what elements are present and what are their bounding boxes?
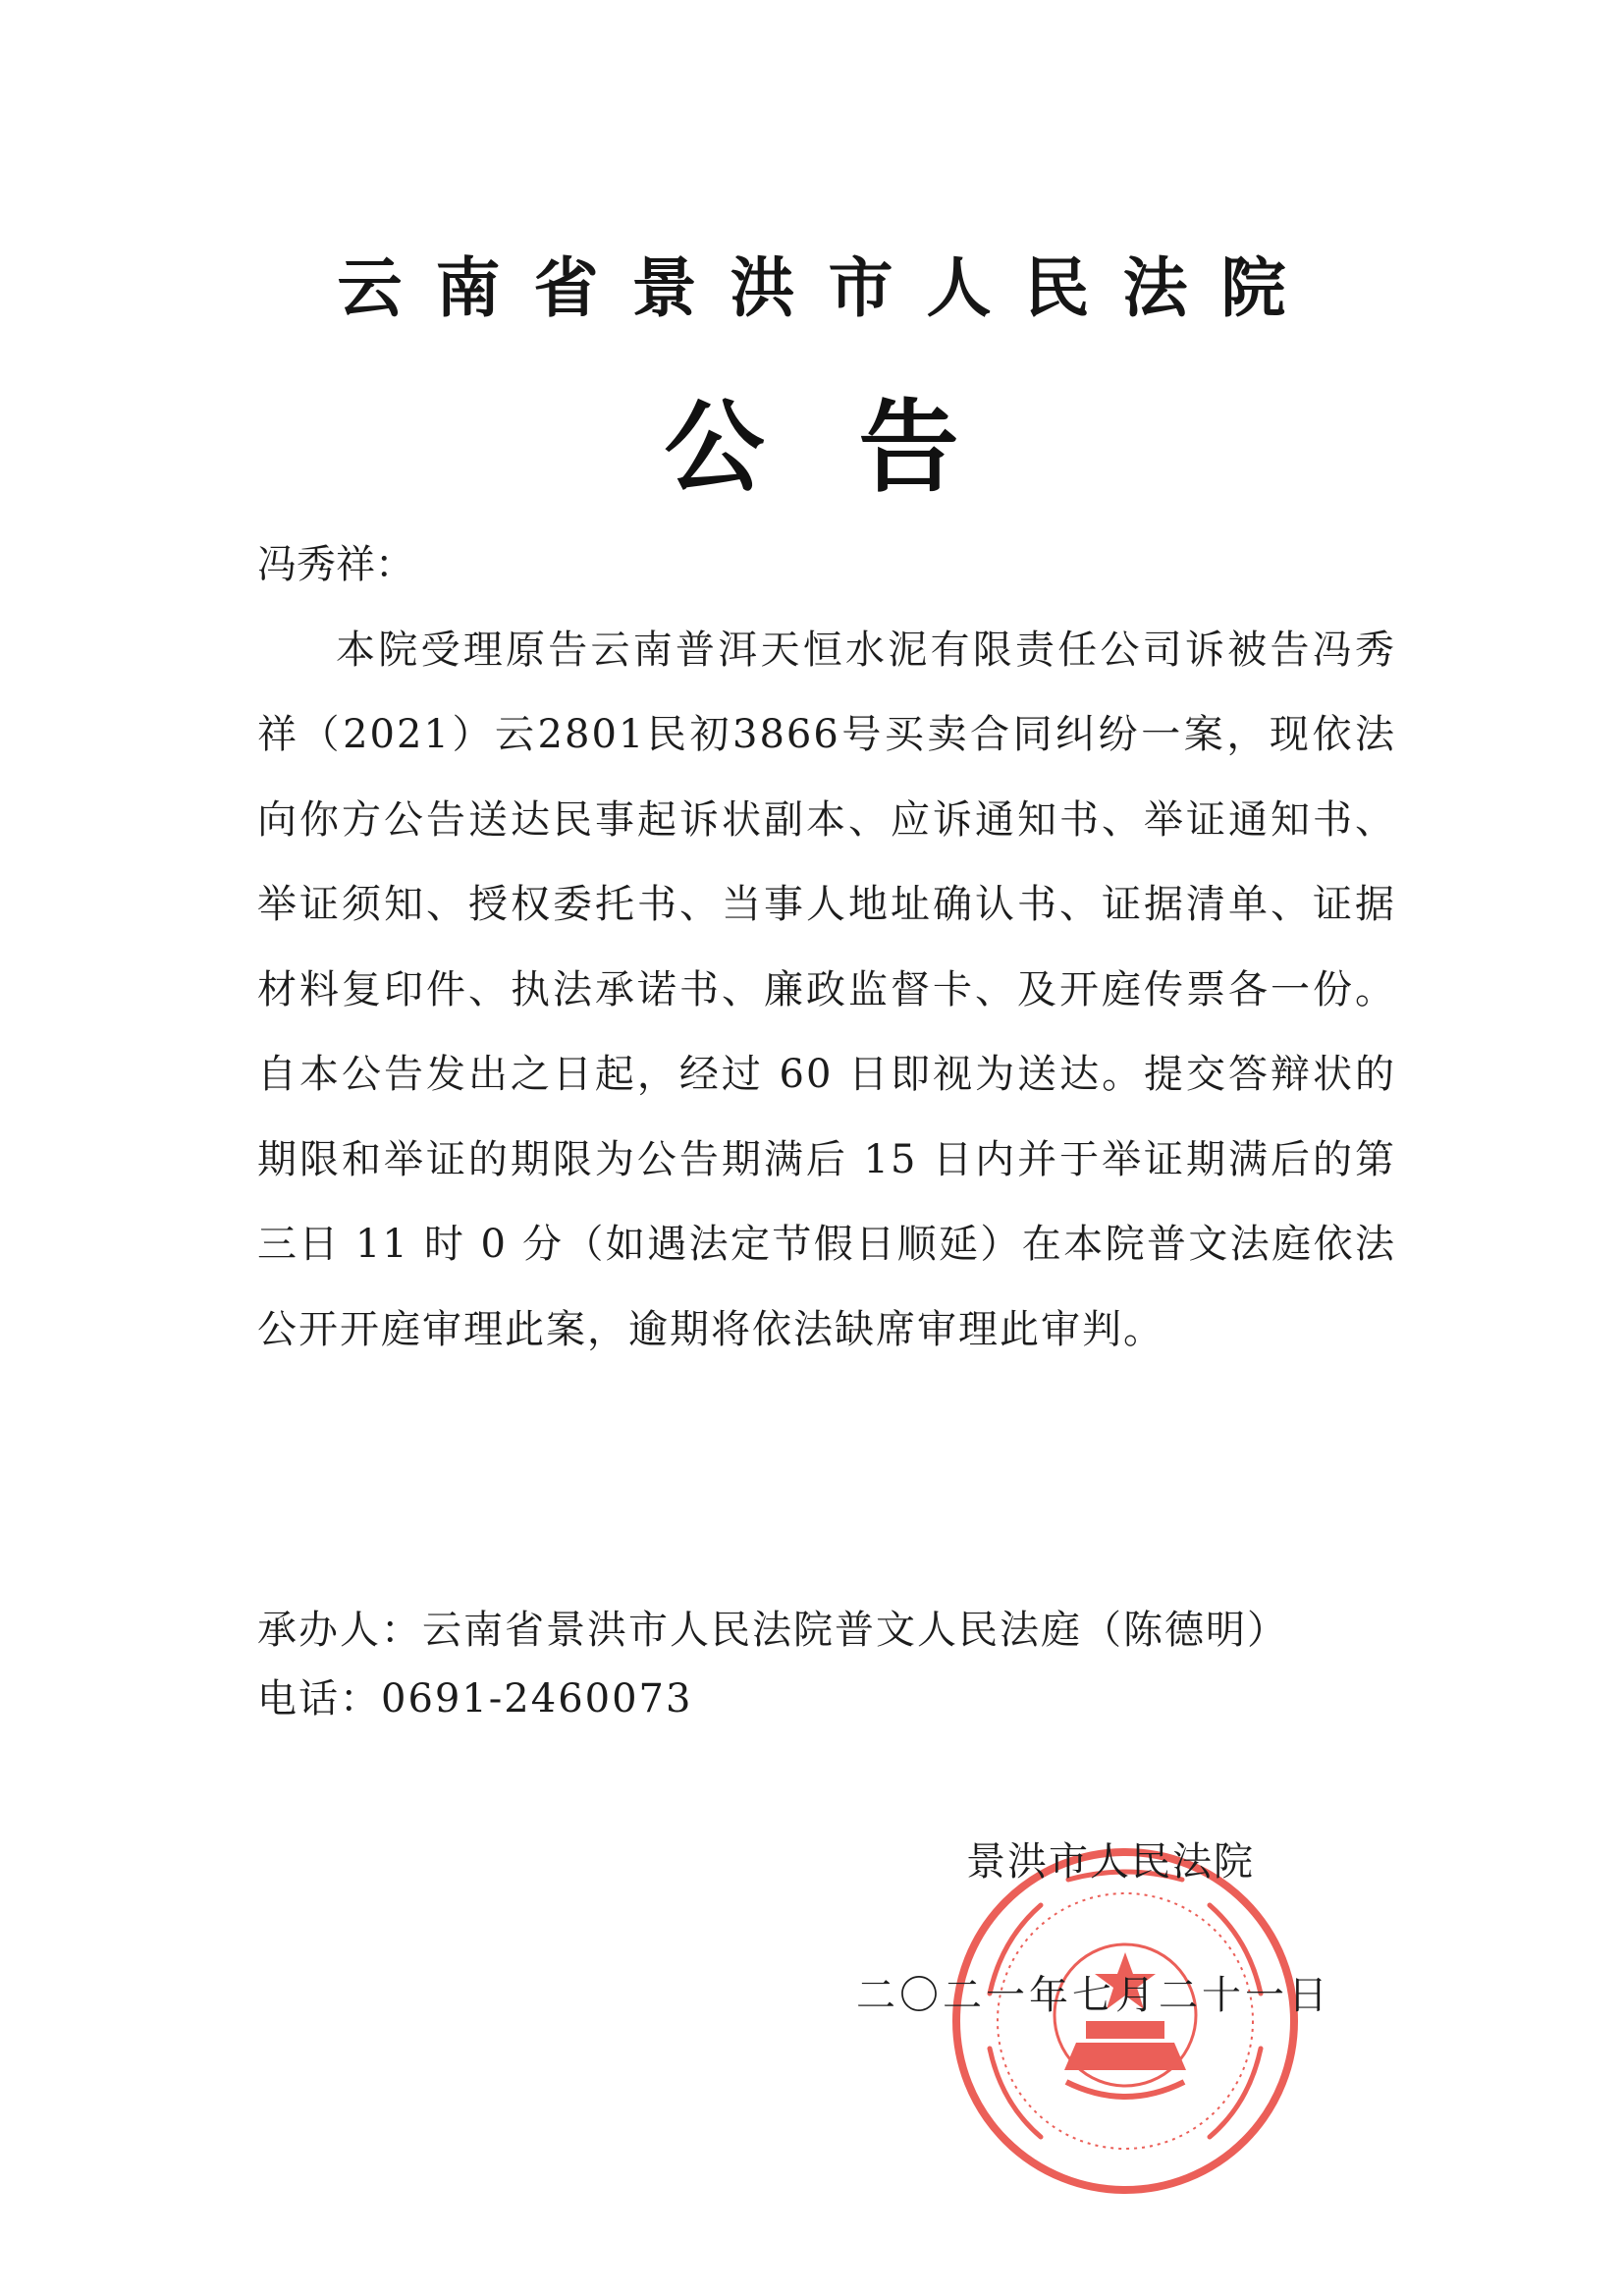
notice-paragraph: 本院受理原告云南普洱天恒水泥有限责任公司诉被告冯秀祥（2021）云2801民初3866号买卖合同纠纷一案，现依法向你方公告送达民事起诉状副本、应诉通知书、举证通知书、举证须知、授权委托书、当事人地址确认书、证据清单、证据材料复印件、执法承诺书、廉政监督卡、及开庭传票各一份。自本公告发出之日起，经过 60 日即视为送达。提交答辩状的期限和举证的期限为公告期满后 15 日内并于举证期满后的第三日 11 时 0 分（如遇法定节假日顺延）在本院普文法庭依法公开开庭审理此案，逾期将依法缺席审理此审判。: [257, 627, 1396, 1352]
phone-line: 电话：0691-2460073: [257, 1676, 693, 1722]
court-seal-icon: [950, 1846, 1300, 2196]
signature-court: 景洪市人民法院: [966, 1839, 1255, 1885]
court-title: 云南省景洪市人民法院: [337, 249, 1320, 326]
document-title: 公告: [664, 389, 1054, 507]
notice-body: [257, 522, 1396, 1372]
signature-date: 二〇二一年七月二十一日: [856, 1973, 1331, 2018]
handler-line: 承办人：云南省景洪市人民法院普文人民法庭（陈德明）: [257, 1608, 1288, 1653]
addressee: 冯秀祥：: [257, 542, 414, 587]
